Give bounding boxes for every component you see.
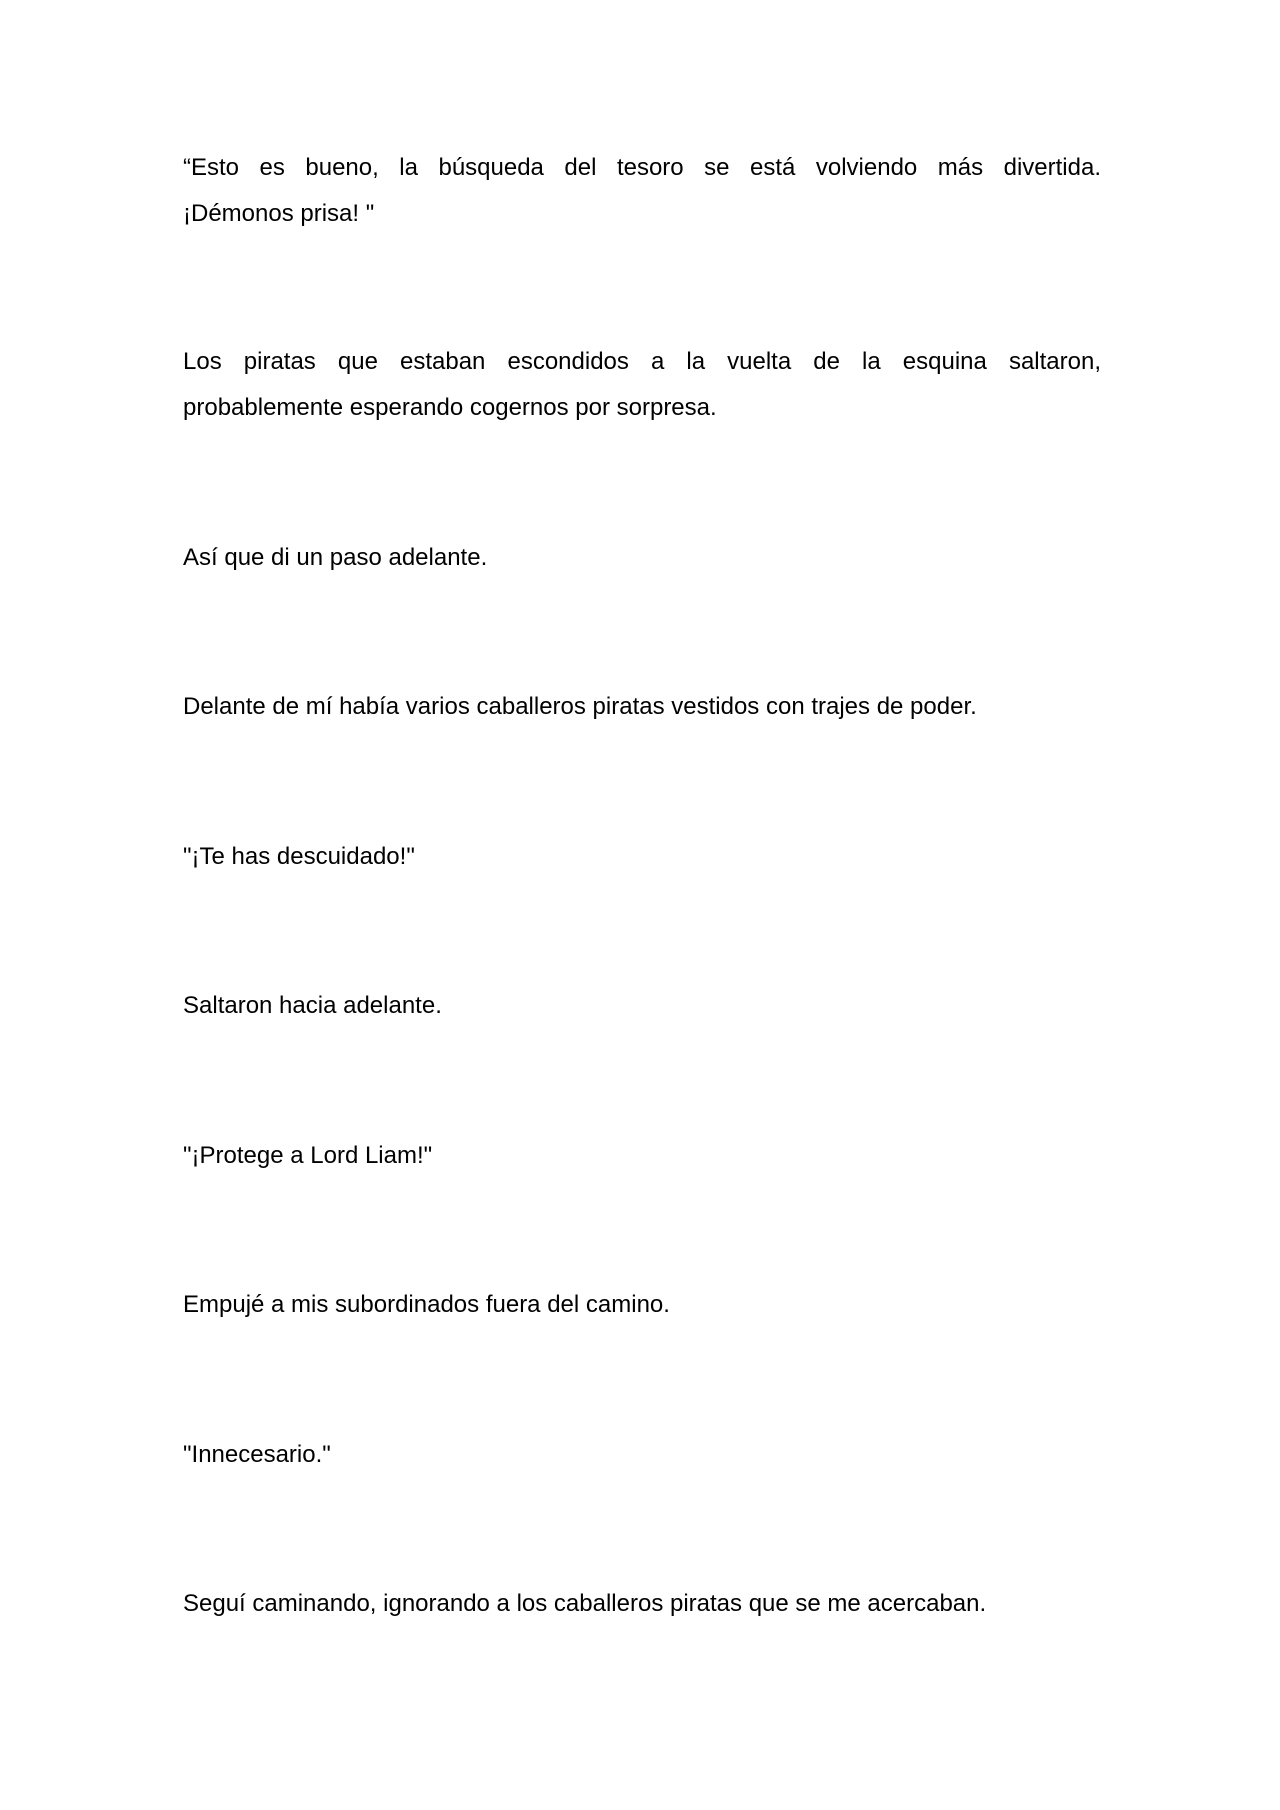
paragraph-2 [183,339,1101,431]
paragraph-6 [183,983,1101,1029]
paragraph-line: "Innecesario." [183,1441,331,1468]
paragraph-10 [183,1581,1101,1627]
paragraph-line: Delante de mí había varios caballeros piratas vestidos con trajes de poder. [183,693,977,720]
paragraph-line: Empujé a mis subordinados fuera del camino. [183,1291,670,1318]
paragraph-line: Los piratas que estaban escondidos a la vuelta de la esquina saltaron, [183,348,1101,375]
paragraph-5 [183,834,1101,880]
paragraph-1 [183,145,1101,237]
paragraph-line: Seguí caminando, ignorando a los caballeros piratas que se me acercaban. [183,1590,987,1617]
paragraph-line: Así que di un paso adelante. [183,544,488,571]
paragraph-line: ¡Démonos prisa! " [183,200,375,227]
paragraph-9 [183,1432,1101,1478]
paragraph-line: Saltaron hacia adelante. [183,992,442,1019]
paragraph-line: “Esto es bueno, la búsqueda del tesoro se está volviendo más divertida. [183,154,1101,181]
paragraph-line: "¡Protege a Lord Liam!" [183,1142,433,1169]
paragraph-8 [183,1282,1101,1328]
paragraph-7 [183,1133,1101,1179]
paragraph-line: probablemente esperando cogernos por sorpresa. [183,394,717,421]
paragraph-3 [183,535,1101,581]
paragraph-4 [183,684,1101,730]
paragraph-line: "¡Te has descuidado!" [183,843,415,870]
